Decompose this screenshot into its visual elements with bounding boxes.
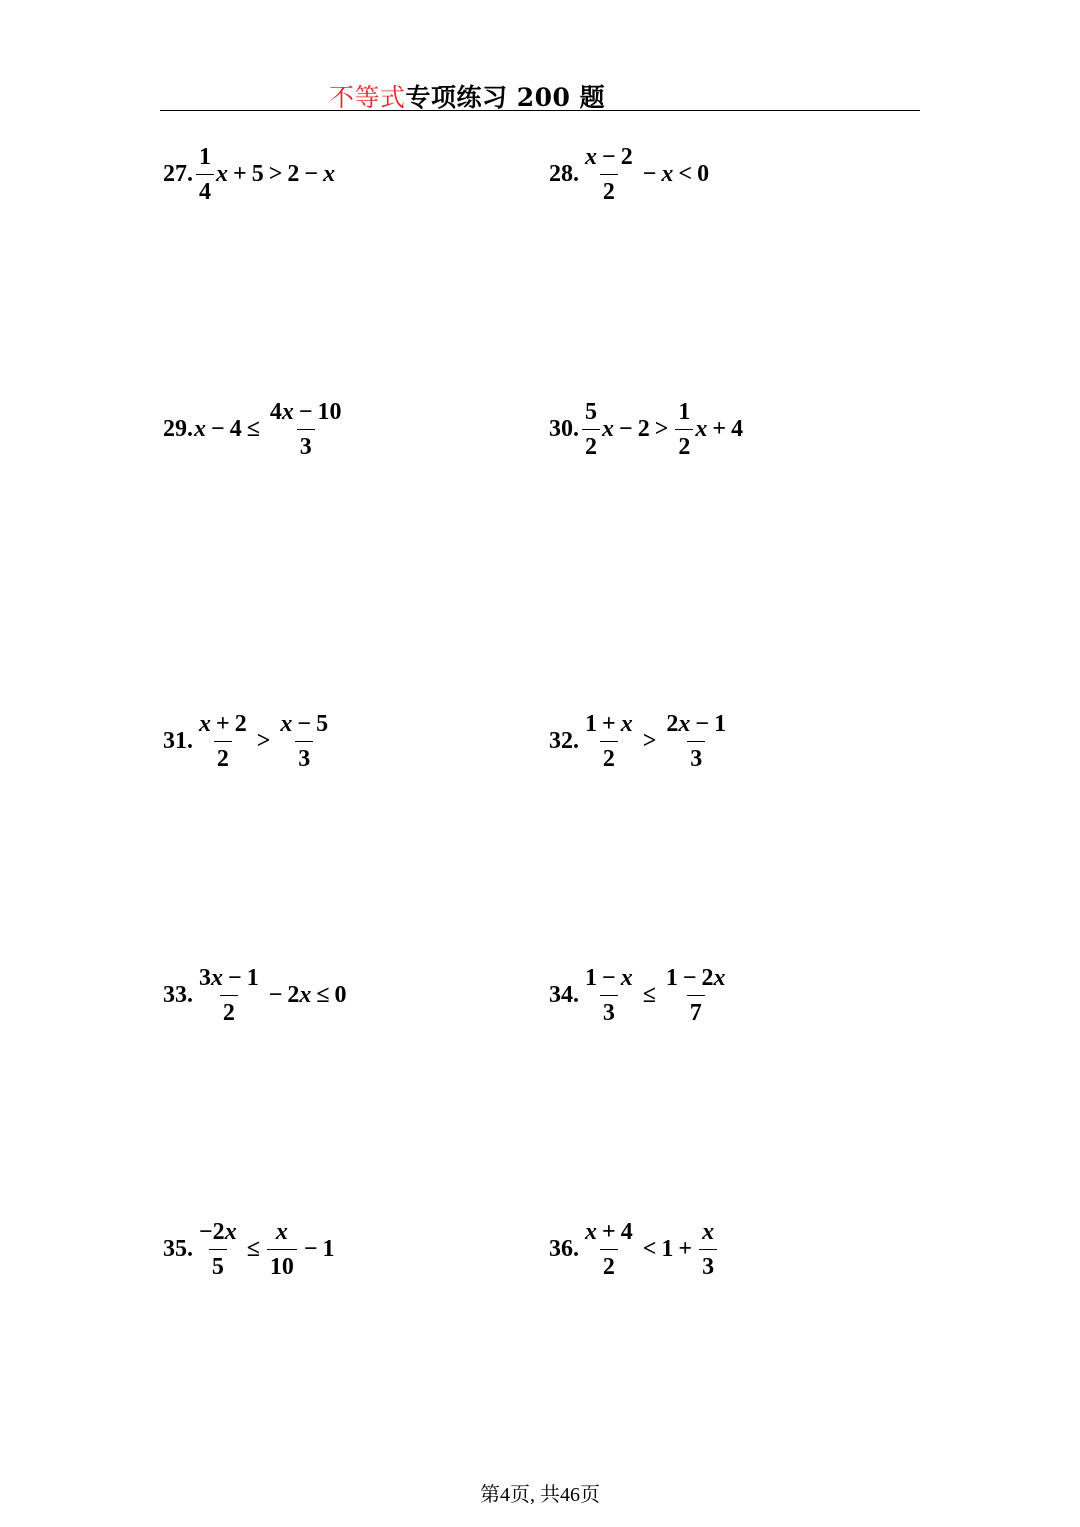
problem-36: 36. $\frac{x + 4}{2}$ < 1 + $\frac{x}{3}$ xyxy=(549,1214,719,1284)
problem-29: 29. x − 4 ≤ $\frac{4x - 10}{3}$ xyxy=(163,394,347,464)
problem-33: 33. $\frac{3x - 1}{2}$ − 2 x ≤ 0 xyxy=(163,964,347,1026)
problem-number: 28. xyxy=(549,160,579,187)
problem-number: 36. xyxy=(549,1235,579,1262)
fraction: $\frac{1 + x}{2}$ xyxy=(585,710,633,772)
problem-34: 34. $\frac{1 - x}{3}$ ≤ $\frac{1 - 2x}{7}$ xyxy=(549,960,731,1030)
fraction: $\frac{x - 5}{3}$ xyxy=(280,710,329,772)
fraction: $\frac{-2x}{5}$ xyxy=(199,1218,237,1280)
problem-35: 35. $\frac{-2x}{5}$ ≤ $\frac{x}{10}$ − 1 xyxy=(163,1218,335,1280)
fraction: $\frac{4x - 10}{3}$ xyxy=(269,398,342,460)
title-red-part: 不等式 xyxy=(329,83,406,112)
problem-32: 32. $\frac{1 + x}{2}$ > $\frac{2x - 1}{3}$ xyxy=(549,706,731,776)
fraction: $\frac{x + 2}{2}$ xyxy=(199,710,247,772)
problem-number: 30. xyxy=(549,415,579,442)
page-header xyxy=(0,72,1080,118)
problem-number: 32. xyxy=(549,727,579,754)
title-rest-part: 专项练习 200 题 xyxy=(405,83,606,112)
fraction: $\frac{x}{10}$ xyxy=(267,1218,297,1281)
fraction: $\frac{1}{4}$ xyxy=(196,143,214,206)
problem-27: 27. $\frac{1}{4}$ x + 5 > 2 − x xyxy=(163,143,336,205)
problem-number: 27. xyxy=(163,160,193,187)
fraction: $\frac{1 - 2x}{7}$ xyxy=(665,964,726,1026)
problem-number: 31. xyxy=(163,727,193,754)
document-title xyxy=(329,78,605,114)
fraction: $\frac{x + 4}{2}$ xyxy=(585,1218,633,1280)
problem-number: 29. xyxy=(163,415,193,442)
fraction: $\frac{2x - 1}{3}$ xyxy=(666,710,727,772)
fraction: $\frac{1}{2}$ xyxy=(675,398,693,461)
problem-number: 34. xyxy=(549,981,579,1008)
problem-31: 31. $\frac{x + 2}{2}$ > $\frac{x - 5}{3}$ xyxy=(163,706,333,776)
fraction: $\frac{x - 2}{2}$ xyxy=(585,143,633,205)
fraction: $\frac{1 - x}{3}$ xyxy=(585,964,633,1026)
problem-30: 30. $\frac{5}{2}$ x − 2 > $\frac{1}{2}$ x + 4 xyxy=(549,398,744,460)
fraction: $\frac{5}{2}$ xyxy=(582,398,600,461)
problem-28: 28. $\frac{x - 2}{2}$ − x < 0 xyxy=(549,143,710,205)
fraction: $\frac{3x - 1}{2}$ xyxy=(199,964,259,1026)
problem-number: 35. xyxy=(163,1235,193,1262)
problem-number: 33. xyxy=(163,981,193,1008)
page-footer: 第4页, 共46页 xyxy=(480,1484,600,1506)
fraction: $\frac{x}{3}$ xyxy=(699,1218,717,1281)
header-rule xyxy=(160,110,920,111)
